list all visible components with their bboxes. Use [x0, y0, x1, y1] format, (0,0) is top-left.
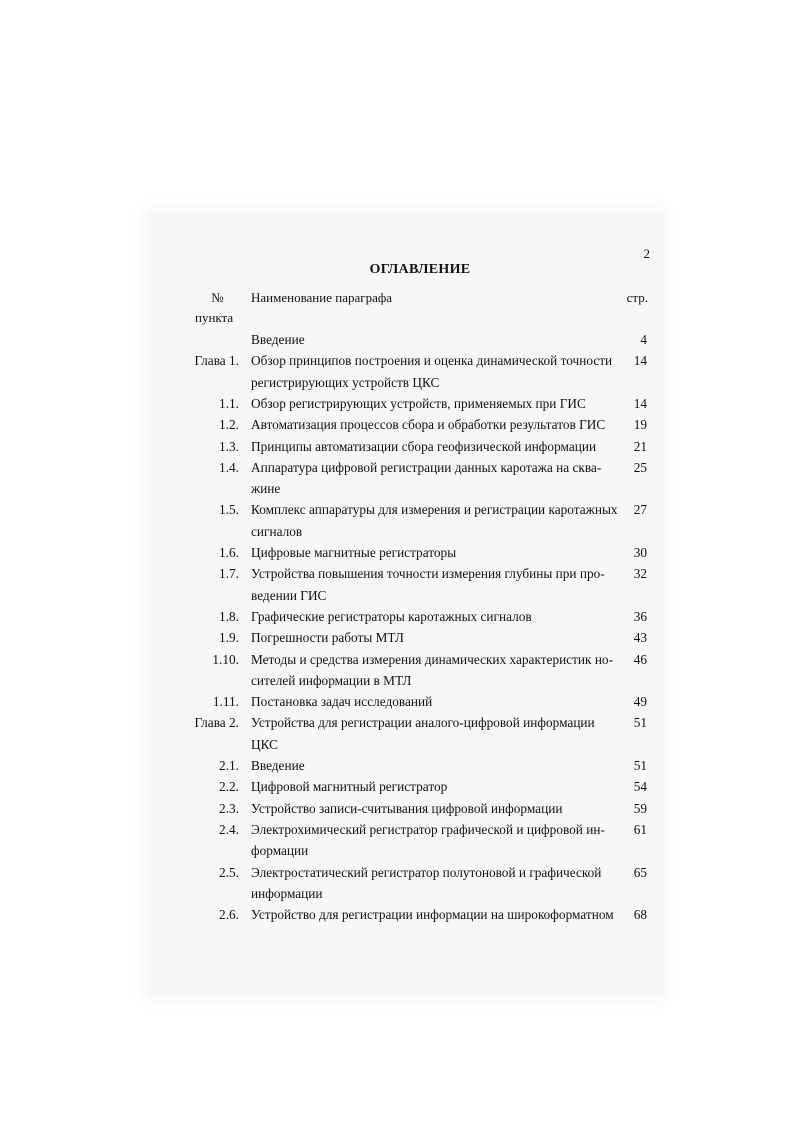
toc-entry-page: 46 [633, 651, 647, 667]
toc-entry-page: 14 [633, 395, 647, 411]
toc-entry-title [251, 542, 617, 563]
toc-entry-number: 1.2. [219, 417, 239, 433]
toc-entry-number: 1.9. [219, 630, 239, 646]
toc-entry-number: 2.6. [219, 907, 239, 923]
toc-entry-page: 68 [633, 907, 647, 923]
header-num-label-2: пункта [195, 310, 234, 325]
toc-entry-number: Глава 2. [194, 715, 239, 731]
toc-entry-title-line: Введение [251, 758, 305, 773]
toc-entry-page: 51 [633, 715, 647, 731]
toc-entry-title [251, 606, 617, 627]
toc-entry-number: 2.3. [219, 800, 239, 816]
toc-entry-title [251, 414, 617, 435]
toc-entry-number: 1.10. [212, 651, 239, 667]
toc-entry-number: 1.7. [219, 566, 239, 582]
toc-entry-number: 1.8. [219, 608, 239, 624]
toc-entry-title [251, 457, 617, 500]
toc-entry-title-line: Электрохимический регистратор графической и цифровой ин- [251, 821, 605, 837]
toc-entry-page: 54 [633, 779, 647, 795]
toc-entry-page: 25 [633, 459, 647, 475]
toc-entry-title-line: Обзор регистрирующих устройств, применяемых при ГИС [251, 395, 586, 411]
toc-entry-number: 2.4. [219, 821, 239, 837]
toc-entry-title-line: сителей информации в МТЛ [251, 672, 412, 688]
toc-entry-title-line: Электростатический регистратор полутоновой и графической [251, 864, 602, 880]
toc-entry-title-line: информации [251, 885, 323, 901]
toc-entry-page: 32 [633, 566, 647, 582]
header-page-label: стр. [626, 290, 648, 305]
toc-entry-title [251, 776, 617, 797]
toc-entry-page: 65 [633, 864, 647, 880]
toc-entry-title [251, 649, 617, 692]
toc-entry-page: 4 [640, 332, 647, 347]
toc-entry-title-line: ЦКС [251, 736, 279, 752]
toc-entry-title-line: Устройства для регистрации аналого-цифровой информации [251, 715, 595, 731]
toc-entry-title-line: Принципы автоматизации сбора геофизической информации [251, 438, 597, 454]
toc-entry-title-line: Автоматизация процессов сбора и обработки результатов ГИС [251, 417, 606, 433]
toc-entry-title-line: Цифровой магнитный регистратор [251, 779, 448, 795]
page-title: ОГЛАВЛЕНИЕ [369, 262, 471, 277]
toc-entry-number: 1.6. [219, 545, 239, 560]
toc-entry-page: 30 [633, 545, 647, 560]
toc-entry-number: 2.2. [219, 779, 239, 795]
toc-entry-title-line: регистрирующих устройств ЦКС [251, 374, 440, 390]
toc-entry-title [251, 862, 617, 905]
toc-entry-page: 59 [633, 800, 647, 816]
page-number: 2 [643, 246, 650, 261]
toc-entry-title-line: Аппаратура цифровой регистрации данных каротажа на сква- [251, 459, 602, 475]
toc-entry-number: 2.1. [219, 758, 239, 773]
toc-entry-number: 1.1. [219, 395, 239, 411]
toc-entry-title [251, 819, 617, 862]
toc-entry-number: 2.5. [219, 864, 239, 880]
toc-entry-title [251, 563, 617, 606]
toc-entry-title-line: ведении ГИС [251, 587, 327, 603]
toc-entry-page: 21 [633, 438, 647, 454]
toc-entry-title-line: Постановка задач исследований [251, 694, 433, 710]
toc-entry-page: 51 [633, 758, 647, 773]
toc-entry-page: 27 [633, 502, 647, 518]
header-num-label: № [211, 290, 224, 305]
toc-entry-title-line: Устройства повышения точности измерения глубины при про- [251, 566, 605, 582]
toc-entry-number: 1.3. [219, 438, 239, 454]
toc-entry-title-line: Погрешности работы МТЛ [251, 630, 404, 646]
toc-entry-title-line: Графические регистраторы каротажных сигналов [251, 608, 532, 624]
toc-entry-title [251, 329, 617, 350]
toc-entry-page: 14 [633, 353, 647, 369]
toc-entry-number: Глава 1. [194, 353, 239, 369]
toc-entry-title-line: Комплекс аппаратуры для измерения и регистрации каротажных [251, 502, 618, 518]
toc-entry-title [251, 798, 617, 819]
toc-entry-page: 36 [633, 608, 647, 624]
toc-entry-number: 1.5. [219, 502, 239, 518]
toc-entry-title-line: Устройство для регистрации информации на широкоформатном [251, 907, 614, 923]
toc-entry-title [251, 350, 617, 393]
toc-entry-title-line: жине [251, 481, 281, 497]
toc-entry-title [251, 691, 617, 712]
toc-entry-title [251, 436, 617, 457]
toc-entry-title-line: формации [251, 843, 309, 859]
toc-entry-title [251, 904, 617, 925]
toc-entry-page: 19 [633, 417, 647, 433]
toc-entry-title [251, 627, 617, 648]
toc-entry-title [251, 393, 617, 414]
toc-entry-title-line: Введение [251, 332, 305, 347]
toc-entry-title-line: сигналов [251, 523, 303, 539]
toc-entry-title-line: Обзор принципов построения и оценка динамической точности [251, 353, 613, 369]
toc-entry-title-line: Методы и средства измерения динамических характеристик но- [251, 651, 614, 667]
toc-entry-page: 43 [633, 630, 647, 646]
toc-entry-page: 49 [633, 694, 647, 710]
header-name-label: Наименование параграфа [251, 290, 393, 305]
toc-entry-page: 61 [633, 821, 647, 837]
toc-entry-number: 1.11. [212, 694, 239, 710]
toc-entry-title [251, 712, 617, 755]
toc-entry-number: 1.4. [219, 459, 239, 475]
toc-entry-title [251, 499, 617, 542]
toc-entry-title [251, 755, 617, 776]
toc-entry-title-line: Цифровые магнитные регистраторы [251, 545, 457, 560]
toc-entry-title-line: Устройство записи-считывания цифровой информации [251, 800, 563, 816]
